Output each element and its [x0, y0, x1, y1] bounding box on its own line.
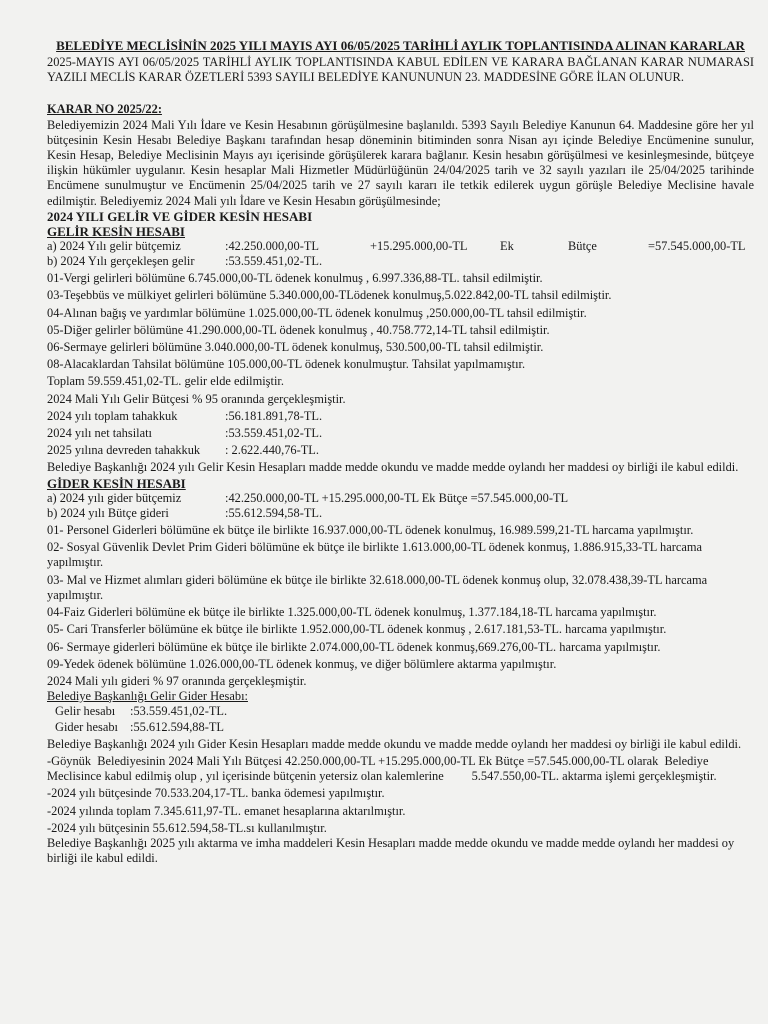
gider-item: 04-Faiz Giderleri bölümüne ek bütçe ile birlikte 1.325.000,00-TL ödenek konulmuş, 1.377.184,18-TL harcama yapılmıştır.: [47, 605, 657, 620]
gelir-total-row: [47, 443, 754, 458]
karar-text: Belediyemizin 2024 Mali Yılı İdare ve Kesin Hesabının görüşülmesine başlanıldı. 5393 Sayılı Belediye Kanunun 64. Maddesine göre her yıl bütçesinin Kesin Hesabı Belediye Başkanı tarafından hesap döneminin bitiminden sonra Nisan ayı içinde Belediye Encümenine sunulur, Kesin Hesap, Belediye Meclisinin Mayıs ayı içerisinde görüşülerek karara bağlanır. Kesin hesabın görüşülmesi ve kesinleşmesinde, bütçeye ilişkin hükümler uygulanır. Kesin hesaplar Mali Hizmetler Müdürlüğünün 24/04/2025 tarih ve 32 sayılı yazıları ile 25/04/2025 tarihinde Encümene sunulmuştur ve Encümenin 25/04/2025 tarih ve 27 sayılı kararı ile tetkik edilerek uygun görüşle Belediye Meclisine havale edilmiştir. Belediyemiz 2024 Mali yılı İdare ve Kesin Hesabın görüşülmesinde;: [47, 117, 754, 208]
summary-value: :55.612.594,88-TL: [130, 719, 224, 734]
gelir-budget-row: [47, 239, 754, 254]
gider-realized-value: :55.612.594,58-TL.: [225, 505, 323, 520]
main-heading: 2024 YILI GELİR VE GİDER KESİN HESABI: [47, 208, 313, 224]
gider-heading: GİDER KESİN HESABI: [47, 475, 186, 491]
gelir-item: 03-Teşebbüs ve mülkiyet gelirleri bölümüne 5.340.000,00-TLödenek konulmuş,5.022.842,00-TL tahsil edilmiştir.: [47, 288, 612, 303]
extra-item: -2024 yılında toplam 7.345.611,97-TL. emanet hesaplarına aktarılmıştır.: [47, 803, 406, 818]
gider-item: 01- Personel Giderleri bölümüne ek bütçe ile birlikte 16.937.000,00-TL ödenek konulmuş, 16.989.599,21-TL harcama yapılmıştır.: [47, 523, 694, 538]
summary-value: :53.559.451,02-TL.: [130, 704, 228, 719]
gelir-budget-v1: :42.250.000,00-TL: [225, 238, 319, 253]
summary-label: Gider hesabı: [55, 719, 118, 734]
gider-realized-row: [47, 506, 754, 521]
gelir-total-label: 2025 yılına devreden tahakkuk: [47, 443, 201, 458]
gider-realized-label: b) 2024 yılı Bütçe gideri: [47, 505, 169, 520]
gelir-total-value: :53.559.451,02-TL.: [225, 426, 323, 441]
gelir-budget-v3: Ek: [500, 238, 514, 253]
gelir-realized-label: b) 2024 Yılı gerçekleşen gelir: [47, 254, 195, 269]
gider-item: 05- Cari Transferler bölümüne ek bütçe ile birlikte 1.952.000,00-TL ödenek konmuş , 2.617.181,53-TL. harcama yapılmıştır.: [47, 622, 667, 637]
gider-item: 2024 Mali yılı gideri % 97 oranında gerçekleşmiştir.: [47, 673, 307, 688]
gider-extra: [47, 754, 754, 836]
gider-item: 06- Sermaye giderleri bölümüne ek bütçe ile birlikte 2.074.000,00-TL ödenek konmuş,669.276,00-TL. harcama yapılmıştır.: [47, 639, 661, 654]
gelir-realized-row: [47, 254, 754, 269]
gelir-closing: Belediye Başkanlığı 2024 yılı Gelir Kesin Hesapları madde medde okundu ve madde medde oylandı her maddesi oy birliği ile kabul edildi.: [47, 460, 739, 475]
summary-label: Gelir hesabı: [55, 704, 116, 719]
intro-paragraph: 2025-MAYIS AYI 06/05/2025 TARİHLİ AYLIK TOPLANTISINDA KABUL EDİLEN VE KARARA BAĞLANAN KARAR NUMARASI YAZILI MECLİS KARAR ÖZETLERİ 5393 SAYILI BELEDİYE KANUNUNUN 23. MADDESİNE GÖRE İLAN OLUNUR.: [47, 55, 754, 85]
gelir-item: Toplam 59.559.451,02-TL. gelir elde edilmiştir.: [47, 374, 284, 389]
extra-item: -2024 yılı bütçesinde 70.533.204,17-TL. banka ödemesi yapılmıştır.: [47, 786, 385, 801]
summary-heading: Belediye Başkanlığı Gelir Gider Hesabı:: [47, 689, 248, 704]
gelir-budget-label: a) 2024 Yılı gelir bütçemiz: [47, 238, 181, 253]
document-title: BELEDİYE MECLİSİNİN 2025 YILI MAYIS AYI 06/05/2025 TARİHLİ AYLIK TOPLANTISINDA ALINAN KARARLAR: [56, 38, 745, 53]
gelir-items: [47, 271, 754, 407]
gelir-heading: GELİR KESİN HESABI: [47, 223, 185, 239]
gelir-item: 06-Sermaye gelirleri bölümüne 3.040.000,00-TL ödenek konulmuş, 530.500,00-TL tahsil edilmiştir.: [47, 340, 544, 355]
summary-row: [47, 704, 754, 719]
extra-item: -2024 yılı bütçesinin 55.612.594,58-TL.sı kullanılmıştır.: [47, 820, 327, 835]
karar-number: KARAR NO 2025/22:: [47, 102, 162, 117]
gider-budget-row: [47, 491, 754, 506]
gider-item: 02- Sosyal Güvenlik Devlet Prim Gideri bölümüne ek bütçe ile birlikte 1.613.000,00-TL ödenek konmuş, 1.886.915,33-TL harcama yapılmıştır.: [47, 540, 702, 570]
final-paragraph: Belediye Başkanlığı 2025 yılı aktarma ve imha maddeleri Kesin Hesapları madde medde okundu ve madde medde oylandı her maddesi oy birliği ile kabul edildi.: [47, 835, 735, 866]
gelir-item: 04-Alınan bağış ve yardımlar bölümüne 1.025.000,00-TL ödenek konulmuş ,250.000,00-TL tahsil edilmiştir.: [47, 305, 587, 320]
gelir-budget-v5: =57.545.000,00-TL: [648, 238, 746, 253]
summary-row: [47, 720, 754, 735]
gider-item: 03- Mal ve Hizmet alımları gideri bölümüne ek bütçe ile birlikte 32.618.000,00-TL ödenek konmuş olup, 32.078.438,39-TL harcama yapılmıştır.: [47, 572, 708, 602]
extra-item: -Göynük Belediyesinin 2024 Mali Yılı Bütçesi 42.250.000,00-TL +15.295.000,00-TL Ek Bütçe =57.545.000,00-TL olarak Belediye Meclisince kabul edilmiş olup , yıl içerisinde bütçenin yetersiz olan kalemlerine 5.547.550,00-TL. aktarma işlemi gerçekleşmiştir.: [47, 753, 717, 784]
gelir-realized-value: :53.559.451,02-TL.: [225, 254, 323, 269]
gelir-item: 01-Vergi gelirleri bölümüne 6.745.000,00-TL ödenek konulmuş , 6.997.336,88-TL. tahsil edilmiştir.: [47, 271, 543, 286]
gelir-item: 08-Alacaklardan Tahsilat bölümüne 105.000,00-TL ödenek konulmuştur. Tahsilat yapılmamıştır.: [47, 357, 526, 372]
gelir-total-label: 2024 yılı net tahsilatı: [47, 426, 152, 441]
gider-budget-label: a) 2024 yılı gider bütçemiz: [47, 490, 182, 505]
gelir-budget-v2: +15.295.000,00-TL: [370, 238, 468, 253]
gelir-total-row: [47, 409, 754, 424]
gelir-budget-v4: Bütçe: [568, 238, 597, 253]
gelir-item: 2024 Mali Yılı Gelir Bütçesi % 95 oranında gerçekleşmiştir.: [47, 391, 346, 406]
gider-item: 09-Yedek ödenek bölümüne 1.026.000,00-TL ödenek konmuş, ve diğer bölümlere aktarma yapılmıştır.: [47, 656, 557, 671]
gider-budget-value: :42.250.000,00-TL +15.295.000,00-TL Ek Bütçe =57.545.000,00-TL: [225, 490, 569, 505]
gelir-item: 05-Diğer gelirler bölümüne 41.290.000,00-TL ödenek konulmuş , 40.758.772,14-TL tahsil edilmiştir.: [47, 322, 550, 337]
gelir-total-value: : 2.622.440,76-TL.: [225, 443, 319, 458]
gider-items: [47, 523, 754, 689]
gelir-total-label: 2024 yılı toplam tahakkuk: [47, 408, 178, 423]
gelir-total-row: [47, 426, 754, 441]
gelir-total-value: :56.181.891,78-TL.: [225, 408, 323, 423]
gider-closing: Belediye Başkanlığı 2024 yılı Gider Kesin Hesapları madde medde okundu ve madde medde oylandı her maddesi oy birliği ile kabul edildi.: [47, 736, 742, 751]
